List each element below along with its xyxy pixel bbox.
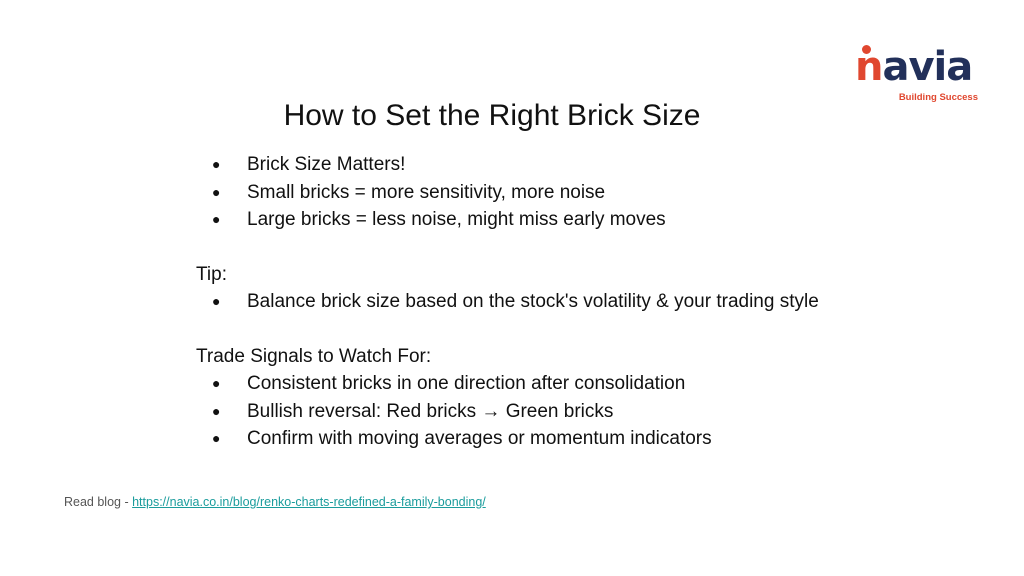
bullet-icon: ● — [212, 156, 221, 172]
bullet-icon: ● — [212, 402, 221, 419]
bullet-icon: ● — [212, 183, 221, 200]
tip-label: Tip: — [196, 263, 227, 285]
list-item: ● Small bricks = more sensitivity, more noise — [196, 179, 976, 207]
list-item: ● Balance brick size based on the stock's volatility & your trading style — [196, 288, 976, 316]
section2-list — [196, 288, 976, 316]
section1-list — [196, 151, 976, 234]
bullet-icon: ● — [212, 211, 221, 227]
list-item: ● Confirm with moving averages or momentum indicators — [196, 425, 976, 453]
logo-wordmark: navia — [855, 44, 973, 90]
footer-note — [64, 494, 486, 510]
list-item: ● Brick Size Matters! — [196, 151, 976, 179]
blog-link[interactable]: https://navia.co.in/blog/renko-charts-redefined-a-family-bonding/ — [132, 495, 486, 509]
logo-tagline: Building Success — [898, 92, 978, 103]
bullet-icon: ● — [212, 430, 221, 446]
section3-list — [196, 370, 976, 453]
list-item: ● Bullish reversal: Red bricks → Green bricks — [196, 398, 976, 426]
bullet-icon: ● — [212, 375, 221, 391]
trade-signals-label: Trade Signals to Watch For: — [196, 345, 432, 367]
navia-logo — [855, 44, 980, 104]
list-item: ● Consistent bricks in one direction after consolidation — [196, 370, 976, 398]
footer-prefix: Read blog - — [64, 495, 133, 509]
slide-title: How to Set the Right Brick Size — [283, 99, 701, 132]
list-item: ● Large bricks = less noise, might miss early moves — [196, 206, 976, 234]
bullet-icon: ● — [212, 293, 221, 309]
slide-body — [196, 151, 976, 453]
